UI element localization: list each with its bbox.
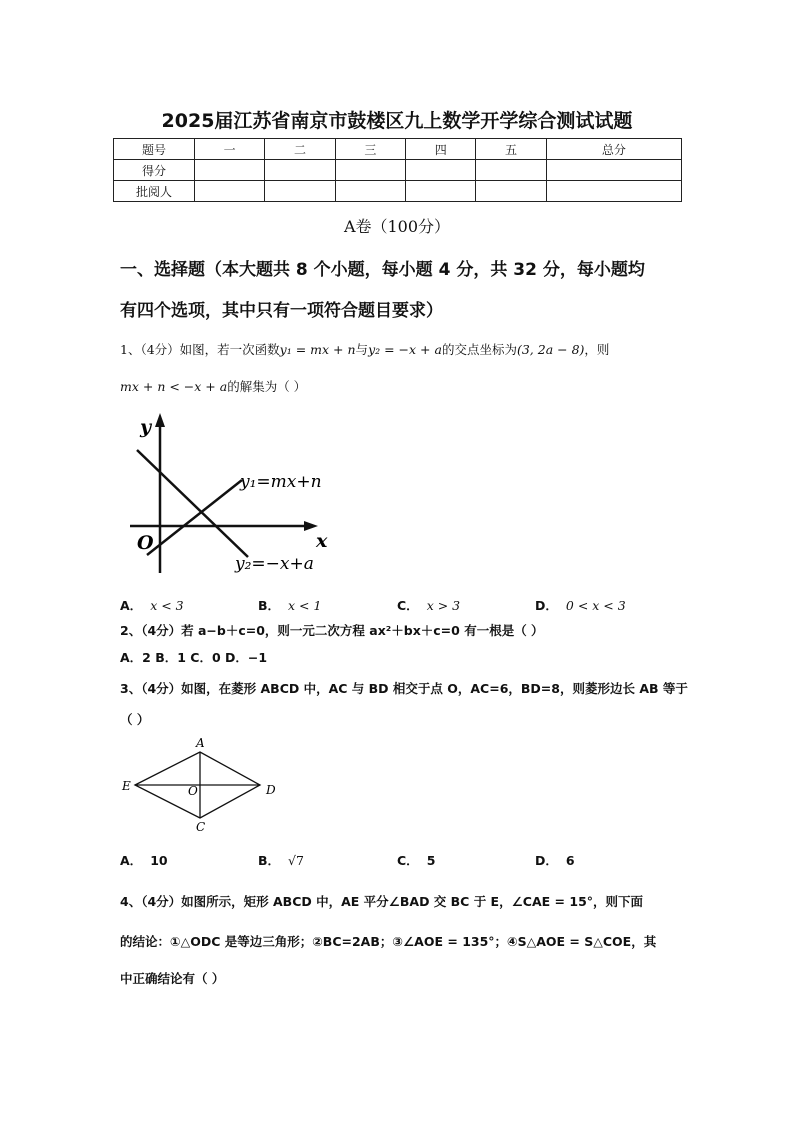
table-cell: 五 bbox=[476, 139, 546, 160]
q3-option-b bbox=[258, 851, 304, 869]
table-cell bbox=[335, 160, 405, 181]
q1-formula-1: y₁ = mx + n bbox=[279, 342, 356, 357]
option-letter: C． bbox=[397, 853, 419, 868]
line-y1-label: y₁=mx+n bbox=[240, 472, 322, 492]
table-cell bbox=[195, 181, 265, 202]
page-title: 2025届江苏省南京市鼓楼区九上数学开学综合测试试题 bbox=[161, 110, 633, 132]
table-cell: 总分 bbox=[546, 139, 681, 160]
option-letter: B． bbox=[258, 598, 281, 613]
table-cell: 三 bbox=[335, 139, 405, 160]
question-1-line2 bbox=[120, 377, 306, 395]
q3-option-d bbox=[535, 851, 583, 869]
vertex-a-label: A bbox=[196, 736, 205, 750]
q1-formula-2: y₂ = −x + a bbox=[368, 342, 442, 357]
option-text: x < 3 bbox=[150, 598, 184, 613]
section-heading-line2: 有四个选项，其中只有一项符合题目要求） bbox=[120, 301, 443, 321]
q1-mid2: 的交点坐标为 bbox=[441, 342, 517, 357]
table-cell: 一 bbox=[195, 139, 265, 160]
q1-option-c bbox=[397, 596, 460, 614]
q1-inequality: mx + n < −x + a bbox=[120, 379, 228, 394]
question-4-line1: 4、（4分）如图所示，矩形 ABCD 中，AE 平分∠BAD 交 BC 于 E，∠CAE = 15°，则下面 bbox=[120, 894, 644, 909]
option-text: 6 bbox=[565, 853, 575, 868]
section-heading-line1: 一、选择题（本大题共 8 个小题，每小题 4 分，共 32 分，每小题均 bbox=[120, 260, 645, 280]
table-cell: 批阅人 bbox=[114, 181, 195, 202]
option-text: 10 bbox=[150, 853, 168, 868]
x-label: x bbox=[316, 530, 328, 552]
option-letter: A． bbox=[120, 853, 143, 868]
center-o-label: O bbox=[188, 784, 198, 798]
y-label: y bbox=[140, 416, 152, 438]
y-axis-arrow bbox=[155, 413, 165, 427]
question-3-line1: 3、（4分）如图，在菱形 ABCD 中，AC 与 BD 相交于点 O，AC=6，BD=8，则菱形边长 AB 等于 bbox=[120, 681, 688, 696]
option-letter: D． bbox=[535, 853, 558, 868]
table-cell bbox=[546, 160, 681, 181]
vertex-d-label: D bbox=[266, 783, 276, 797]
q1-point: (3, 2a − 8) bbox=[516, 342, 585, 357]
question-2: 2、（4分）若 a−b＋c=0，则一元二次方程 ax²＋bx＋c=0 有一根是（ ） bbox=[120, 623, 544, 638]
table-cell bbox=[406, 160, 476, 181]
q3-option-c bbox=[397, 851, 443, 869]
table-row bbox=[114, 181, 682, 202]
option-text: √7 bbox=[288, 853, 304, 868]
option-text: x > 3 bbox=[426, 598, 461, 613]
option-letter: D． bbox=[535, 598, 558, 613]
origin-label: O bbox=[137, 532, 154, 554]
option-letter: A． bbox=[120, 598, 143, 613]
table-cell: 题号 bbox=[114, 139, 195, 160]
section-juan: A卷（100分） bbox=[343, 217, 451, 236]
table-cell bbox=[265, 181, 335, 202]
question-3-line2: （ ） bbox=[120, 712, 150, 727]
q1-end: ，则 bbox=[584, 342, 610, 357]
table-cell bbox=[265, 160, 335, 181]
question-4-line3: 中正确结论有（ ） bbox=[120, 971, 225, 986]
option-letter: C． bbox=[397, 598, 419, 613]
question-1-line1 bbox=[120, 340, 609, 358]
option-text: x < 1 bbox=[288, 598, 322, 613]
q1-line2-text: 的解集为（ ） bbox=[227, 379, 307, 394]
q1-option-a bbox=[120, 596, 184, 614]
table-cell bbox=[406, 181, 476, 202]
table-cell: 四 bbox=[406, 139, 476, 160]
table-cell bbox=[195, 160, 265, 181]
table-cell: 得分 bbox=[114, 160, 195, 181]
table-row bbox=[114, 160, 682, 181]
vertex-b-label: E bbox=[122, 779, 131, 793]
table-cell bbox=[546, 181, 681, 202]
question-4-line2: 的结论：①△ODC 是等边三角形；②BC=2AB；③∠AOE = 135°；④S△AOE = S△COE，其 bbox=[120, 934, 657, 949]
table-row bbox=[114, 139, 682, 160]
line-y2 bbox=[137, 450, 248, 557]
table-cell: 二 bbox=[265, 139, 335, 160]
option-text: 5 bbox=[426, 853, 436, 868]
q1-graph bbox=[120, 405, 340, 585]
score-table bbox=[113, 138, 682, 202]
option-text: 0 < x < 3 bbox=[565, 598, 626, 613]
option-letter: B． bbox=[258, 853, 281, 868]
q1-mid: 与 bbox=[355, 342, 369, 357]
q1-option-b bbox=[258, 596, 321, 614]
table-cell bbox=[476, 181, 546, 202]
q3-rhombus-figure bbox=[118, 735, 293, 835]
question-2-options: A．2 B．1 C．0 D．−1 bbox=[120, 650, 268, 665]
table-cell bbox=[335, 181, 405, 202]
line-y2-label: y₂=−x+a bbox=[235, 554, 314, 574]
q1-option-d bbox=[535, 596, 626, 614]
q3-option-a bbox=[120, 851, 176, 869]
table-cell bbox=[476, 160, 546, 181]
q1-prefix: 1、（4分）如图，若一次函数 bbox=[120, 342, 280, 357]
vertex-c-label: C bbox=[196, 820, 206, 834]
